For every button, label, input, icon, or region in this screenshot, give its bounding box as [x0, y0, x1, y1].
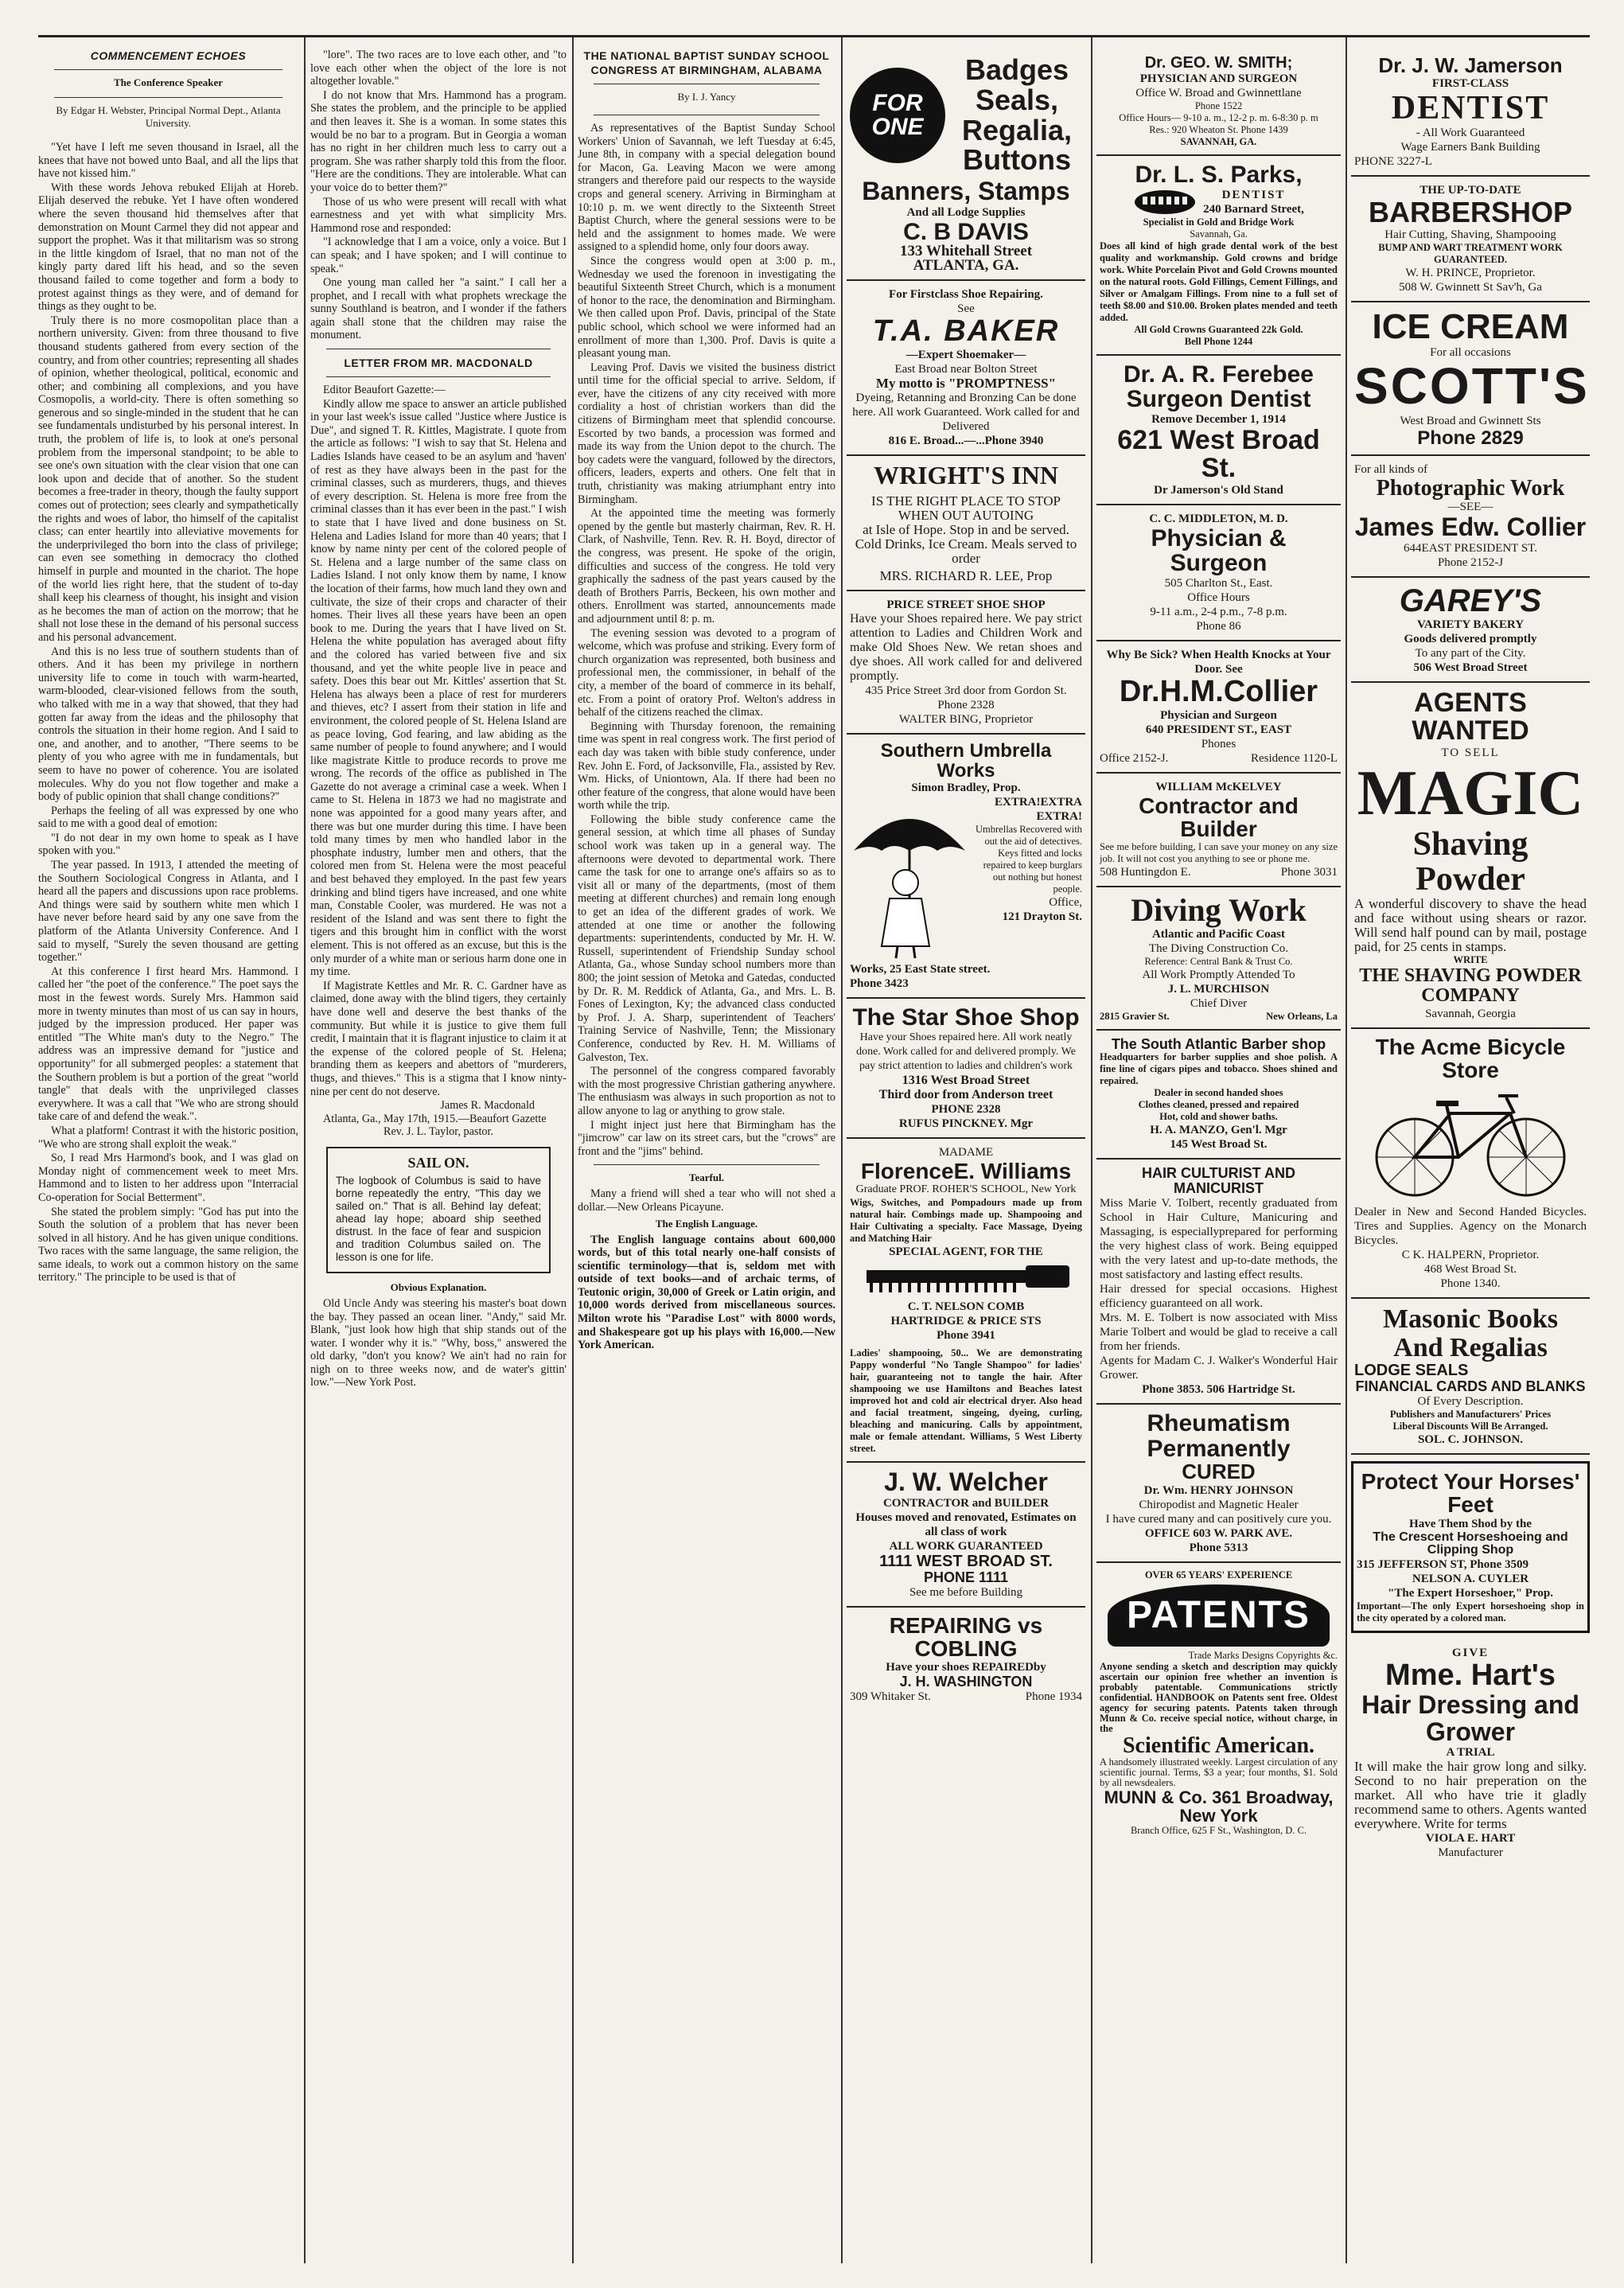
ad-bakery: GAREY'S VARIETY BAKERY Goods delivered promptly To any part of the City. 506 West Broad Street	[1351, 578, 1590, 683]
paragraph: The personnel of the congress compared favorably with the most progressive Christian gathering anywhere. The enthusiasm was always in such proportion as not to allow anyone to lag or anything to grow stale.	[578, 1065, 835, 1117]
english-text: The English language contains about 600,000 words, but of this total nearly one-half consists of scientific terminology—that is, seldom met with outside of text books—and of archaic terms, of Teutonic origin, 30,000 of Greek or Latin origin, and 10,000 words derived from miscellaneous sources. Milton wrote his "Paradise Lost" with 8000 words, and Shakespeare got up his plays with 16,000.—New York American.	[578, 1233, 835, 1352]
column-4-ads	[847, 49, 1085, 2261]
column-rule	[1091, 37, 1092, 2263]
paragraph: The year passed. In 1913, I attended the meeting of the Southern Sociological Congress in Atlanta, and I heard all the papers and discussions upon race problems. And things were said by southern white men which I have never before heard said by any one save from the platform of the Atlanta University Conference. And I said to myself, "Surely the seven thousand are getting together."	[38, 859, 298, 965]
joke-title: Obvious Explanation.	[390, 1280, 487, 1293]
paragraph: Beginning with Thursday forenoon, the remaining time was spent in real congress work. The first period of each day was taken with bible study conference, under Rev. John E. Ford, of Jacksonville, Fla., assisted by Rev. Wm. Hicks, of Uniontown, Ala. If there had been no other feature of the congress, that alone would have been worth while the trip.	[578, 719, 835, 813]
column-2	[310, 49, 567, 2261]
paragraph: If Magistrate Kettles and Mr. R. C. Gardner have as claimed, done away with the blind tigers, they certainly have done well and deserve the best thanks of the community. But while it is justice to give them full credit, I maintain that it is flagrant injustice to claim it at the expense of the colored people of St. Helena; branding them as keepers and abettors of "murderers, thugs, and thieves." This is a stigma that I know ninty-nine per cent do not deserve.	[310, 979, 567, 1098]
paragraph: She stated the problem simply: "God has put into the South the solution of a problem that has never been solved in all history. And he has given unique conditions. Two races with the same language, the same religion, the same ideals, to work out a common history on the same territory." The principle to be used is that of	[38, 1205, 298, 1284]
paragraph: "I acknowledge that I am a voice, only a voice. But I can speak; and I have spoken; and I will continue to speak."	[310, 236, 567, 275]
ad-washington: REPAIRING vs COBLING Have your shoes REPAIREDby J. H. WASHINGTON 309 Whitaker St. Phone 1934	[850, 1612, 1082, 1704]
ad-welcher: J. W. Welcher CONTRACTOR and BUILDER Houses moved and renovated, Estimates on all class of work ALL WORK GUARANTEED 1111 WEST BROAD ST. PHONE 1111 See me before Building	[847, 1463, 1085, 1607]
box-title: SAIL ON.	[407, 1154, 469, 1171]
article-body	[38, 141, 298, 1284]
paragraph: Those of us who were present will recall with what earnestness and yet with what simplicity Mrs. Hammond rose and responded:	[310, 195, 567, 235]
joke-text: Old Uncle Andy was steering his master's boat down the bay. They passed an ocean liner. "Andy," said Mr. Blank, "just look how high that ship stands out of the water. I wonder why it is." "Why, boss," answered the old darky, "don't you know? We ain't had no rain for nigh on to three weeks now, and de water's gittin' low."—New York Post.	[310, 1296, 567, 1390]
ad-hair-culturist: HAIR CULTURIST AND MANICURIST Miss Marie V. Tolbert, recently graduated from School in Hair Culture, Manicuring and Massaging, is especiallyprepared for performing the very highest class of work. Being equipped with the very latest and up-to-date methods, the most satisfactory and lasting effect results. Hair dressed for special occasions. Highest efficiency guaranteed on all work. Mrs. M. E. Tolbert is now associated with Miss Marie Tolbert and would be glad to receive a call from her friends. Agents for Madam C. J. Walker's Wonderful Hair Grower. Phone 3853. 506 Hartridge St.	[1096, 1160, 1341, 1405]
column-rule	[841, 37, 843, 2263]
article-title: COMMENCEMENT ECHOES	[90, 49, 247, 62]
paragraph: Editor Beaufort Gazette:—	[323, 384, 446, 397]
pastor-line: Rev. J. L. Taylor, pastor.	[384, 1125, 493, 1139]
paragraph: "I do not dear in my own home to speak as I have spoken with you."	[38, 831, 298, 858]
ad-acme-bicycle: The Acme Bicycle Store Dealer in New and Second Handed Bicycles. Tires and Supplies. Agency on the Monarch Bicycles. C K. HALPERN, Proprietor. 468 West Broad St. Phone 1340.	[1351, 1029, 1590, 1300]
ad-star-shoe: The Star Shoe Shop Have your Shoes repaired here. All work neatly done. Work called for and delivered promply. We pay strict attention to ladies and children's work 1316 West Broad Street Third door from Anderson treet PHONE 2328 RUFUS PINCKNEY. Mgr	[847, 999, 1085, 1139]
ad-badges: FOR ONE Badges Seals, Regalia, Buttons Banners, Stamps And all Lodge Supplies C. B DAVIS 133 Whitehall Street ATLANTA, GA.	[847, 49, 1085, 281]
ad-photographic: For all kinds of Photographic Work —SEE— James Edw. Collier 644EAST PRESIDENT ST. Phone 2152-J	[1351, 456, 1590, 578]
comb-icon	[859, 1259, 1073, 1296]
ad-dr-jamerson: Dr. J. W. Jamerson FIRST-CLASS DENTIST - All Work Guaranteed Wage Earners Bank Building PHONE 3227-L	[1351, 49, 1590, 177]
ad-masonic-books: Masonic Books And Regalias LODGE SEALS FINANCIAL CARDS AND BLANKS Of Every Description. Publishers and Manufacturers' Prices Liberal Discounts Will Be Arranged. SOL. C. JOHNSON.	[1351, 1299, 1590, 1454]
ad-price-street-shoe: PRICE STREET SHOE SHOP Have your Shoes repaired here. We pay strict attention to Ladies and Children Work and make Old Shoes New. We retan shoes and dye shoes. All work called for and delivered promptly. 435 Price Street 3rd door from Gordon St. Phone 2328 WALTER BING, Proprietor	[847, 591, 1085, 735]
ad-mme-hart: GIVE Mme. Hart's Hair Dressing and Grower A TRIAL It will make the hair grow long and silky. Second to no hair preperation on the market. All who have trie it gladly recommend same to others. Agents wanted everywhere. Write for terms VIOLA E. HART Manufacturer	[1354, 1647, 1587, 1860]
ad-dr-smith: Dr. GEO. W. SMITH; PHYSICIAN AND SURGEON Office W. Broad and Gwinnettlane Phone 1522 Office Hours— 9-10 a. m., 12-2 p. m. 6-8:30 p. m Res.: 920 Wheaton St. Phone 1439 SAVANNAH, GA.	[1096, 49, 1341, 156]
for-one-emblem: FOR ONE	[850, 68, 945, 163]
dentures-icon	[1133, 189, 1197, 216]
paragraph: And this is no less true of southern students than of others. And it has been my privilege in northern university life to come in touch with warm-hearted, warm-blooded, clear-visioned fellows from the south, who talked with me in a way that showed, that they had gotten far away from the ideas and the philosophy that controls the situation in their home region. And I said to one, and another, and to another, "There seems to be plenty of you who agree with me in fundamentals, but seem to have no power of coherence. You are isolated molecules. Why do you not flow together and make a body of public opinion that shall change conditions?"	[38, 645, 298, 804]
paragraph: So, I read Mrs Harmond's book, and I was glad on Monday night of commencement week to meet Mrs. Hammond and to listen to her address upon "Interracial Co-operation for Social Betterment".	[38, 1152, 298, 1204]
column-rule	[572, 37, 574, 2263]
ad-horseshoeing: Protect Your Horses' Feet Have Them Shod by the The Crescent Horseshoeing and Clipping Shop 315 JEFFERSON ST, Phone 3509 NELSON A. CUYLER "The Expert Horseshoer," Prop. Important—The only Expert horseshoeing shop in the city operated by a colored man.	[1351, 1461, 1590, 1633]
column-rule	[304, 37, 306, 2263]
paragraph: Truly there is no more cosmopolitan place than a northern university. Given: from three thousand to five thousand students gathered from every section of the country, and from other countries; representing all shades of opinion, whether theological, political, economic and other; and combining all complexions, and you have Cosmopolis, a world-city. There is often something so generous and so single-minded in the student that he can see fundamentals undisturbed by his personal interest. In truth, the problem of life is, to look at one's personal problem from the impersonal standpoint; to be able to see one's own situation with the clear vision that one can look upon and decide that of another. So the student becomes a free-trader in theory, though the faulty support comes out of protection; sees clearly and sympathetically the rights and woes of labor, tho himself of the capitalist class; can enter heartily into alleviative movements for the underprivileged tho born into the class of privilege; can even see something in democracy tho clothed himself in purple and mounted in the chariot. The hope of the world lies right here, that the student of to-day shall keep his clearness of thought, his insight and vision as he becomes the man of action on the morrow; that he shall not lose these in the demand of his personal success and his personal advancement.	[38, 314, 298, 644]
letter-signature: James R. Macdonald	[440, 1099, 535, 1113]
ad-dr-middleton: C. C. MIDDLETON, M. D. Physician & Surgeon 505 Charlton St., East. Office Hours 9-11 a.m., 2-4 p.m., 7-8 p.m. Phone 86	[1096, 505, 1341, 641]
ad-baker: For Firstclass Shoe Repairing. See T.A. BAKER —Expert Shoemaker— East Broad near Bolton Street My motto is "PROMPTNESS" Dyeing, Retanning and Bronzing Can be done here. All work Guaranteed. Work called for and Delivered 816 E. Broad...—...Phone 3940	[847, 281, 1085, 456]
article-byline: By Edgar H. Webster, Principal Normal Dept., Atlanta University.	[56, 104, 281, 129]
sail-on-box	[326, 1147, 551, 1273]
ad-patents: OVER 65 YEARS' EXPERIENCE PATENTS Trade Marks Designs Copyrights &c. Anyone sending a sketch and description may quickly ascertain our opinion free whether an invention is probably patentable. Communications strictly confidential. HANDBOOK on Patents sent free. Oldest agency for securing patents. Patents taken through Munn & Co. receive special notice, without charge, in the Scientific American. A handsomely illustrated weekly. Largest circulation of any scientific journal. Terms, $3 a year; four months, $1. Sold by all newsdealers. MUNN & Co. 361 Broadway, New York Branch Office, 625 F St., Washington, D. C.	[1100, 1569, 1338, 1837]
english-title: The English Language.	[655, 1217, 758, 1230]
ad-diving-work: Diving Work Atlantic and Pacific Coast The Diving Construction Co. Reference: Central Bank & Trust Co. All Work Promptly Attended To J. L. MURCHISON Chief Diver 2815 Gravier St. New Orleans, La	[1096, 887, 1341, 1031]
article-byline: By I. J. Yancy	[677, 91, 736, 103]
newspaper-page	[38, 35, 1590, 2263]
paragraph: One young man called her "a saint." I call her a prophet, and I recall with what prophets wreckage the sunny Southland is beatron, and I wonder if the fathers again shall stone that the children may raise the monument.	[310, 276, 567, 342]
box-text: The logbook of Columbus is said to have borne repeatedly the entry, "This day we sailed on." That is all. Behind lay defeat; ahead lay hope; aboard ship seethed distrust. In the face of fear and suspicion and tradition Columbus sailed on. The lesson is one for life.	[336, 1174, 541, 1263]
ad-dr-parks: Dr. L. S. Parks, DENTIST 240 Barnard Street, Specialist in Gold and Bridge Work Savannah, Ga. Does all kind of high grade dental work of the best quality and workmanship. Gold crowns and bridge work. White Porcelain Pivot and Gold Crowns mounted on the natural roots. Gold Fillings, Cement Fillings, and Silver or Amalgam Fillings. From nine to a full set of teeth $8.00 and $10.00. Broken plates mended and teeth added. All Gold Crowns Guaranteed 22k Gold. Bell Phone 1244	[1096, 156, 1341, 356]
ad-ice-cream: ICE CREAM For all occasions SCOTT'S West Broad and Gwinnett Sts Phone 2829	[1351, 302, 1590, 456]
letter-title: LETTER FROM MR. MACDONALD	[344, 357, 533, 370]
ad-rheumatism: Rheumatism Permanently CURED Dr. Wm. HENRY JOHNSON Chiropodist and Magnetic Healer I have cured many and can positively cure you. OFFICE 603 W. PARK AVE. Phone 5313	[1096, 1405, 1341, 1562]
paragraph: Since the congress would open at 3:00 p. m., Wednesday we used the forenoon in investigating the beautiful Sixteenth Street Church, which is a monument of honor to the race, the denomination and Birmingham. We then called upon Prof. Davis, principal of the State public school, which school we were informed had an enrollment of more than 1,300. Prof. Davis is quite a pleasant young man.	[578, 254, 835, 361]
ad-wrights-inn: WRIGHT'S INN IS THE RIGHT PLACE TO STOP WHEN OUT AUTOING at Isle of Hope. Stop in and be served. Cold Drinks, Ice Cream. Meals served to order MRS. RICHARD R. LEE, Prop	[847, 456, 1085, 591]
paragraph: At this conference I first heard Mrs. Hammond. I called her "the poet of the conference." The poet says the most in the fewest words. Surely Mrs. Hammon said more in twenty minutes than most of us can say in hours, judged by the impression produced. Her paper was entitled "The White man's duty to the Negro." The address was an impressive demand for "justice and opportunity" for all submerged peoples: a statement that the Southern problem is but a portion of the great "world tangle" that deals with the unprivileged classes everywhere. It was a call that "We who are strong should take care of and defend the weak.".	[38, 965, 298, 1124]
column-rule	[1346, 37, 1347, 2263]
ad-williams: MADAME FlorenceE. Williams Graduate PROF. ROHER'S SCHOOL, New York Wigs, Switches, and Pompadours made up from natural hair. Combings made up. Shampooing and Hair Cultivating a specialty. Face Massage, Dyeing and Matching Hair SPECIAL AGENT, FOR THE C. T. NELSON COMB HARTRIDGE & PRICE STS Phone 3941 Ladies' shampooing, 50... We are demonstrating Pappy wonderful "No Tangle Shampoo" for ladies' hair, guaranteeing not to tangle the hair. After shampooing we use Hamiltons and Beaches latest improved hot and cold air electrical dryer. Also head and facial treatment, singeing, dyeing, curling, bleaching and manicuring. Calls by appointment, male or female attendant. Williams, 5 West Liberty street.	[847, 1139, 1085, 1463]
column-6-ads	[1351, 49, 1590, 2261]
article-continuation	[310, 49, 567, 342]
letter-body	[310, 384, 567, 1098]
letter-dateline: Atlanta, Ga., May 17th, 1915.—Beaufort Gazette	[323, 1112, 547, 1125]
paragraph: At the appointed time the meeting was formerly opened by the gentle but masterly chairman, Rev. R. H. Clark, of Nashville, Tenn. Rev. R. H. Boyd, director of the congress, was present. He spoke of the origin, difficulties and success of the congress. He told very graphically the sadness of the past years caused by the death of Brothers Parris, Beckeen, his own mother and others. Enrollment was started, announcements made and adjournment until 8: p. m.	[578, 507, 835, 626]
ad-dr-collier: Why Be Sick? When Health Knocks at Your Door. See Dr.H.M.Collier Physician and Surgeon 640 PRESIDENT ST., EAST Phones Office 2152-J. Residence 1120-L	[1096, 641, 1341, 774]
ad-barber-shop: The South Atlantic Barber shop Headquarters for barber supplies and shoe polish. A fine line of cigars pipes and tobacco. Shoes shined and repaired. Dealer in second handed shoes Clothes cleaned, pressed and repaired Hot, cold and shower baths. H. A. MANZO, Gen'l. Mgr 145 West Broad St.	[1096, 1031, 1341, 1160]
ad-umbrella: Southern Umbrella Works Simon Bradley, Prop. EXTRA!EXTRA EXTRA! Umbrellas Recovered with out the aid of detectives. Keys fitted and locks repaired to keep burglars out nothing but honest people. Office, 121 Drayton St. Works, 25 East State street. Phone 3423	[847, 735, 1085, 999]
paragraph: Following the bible study conference came the general session, at which time all phases of Sunday school work was taken up in a general way. The afternoons were devoted to departmental work. There came the task for one to arrange one's affairs so as to visit all or many of the departments, (most of them meeting at different churches) and remain long enough to get an idea of the different grades of work. We attended at one time or another the following departments: superintendents, conducted by Mr. H. W. Russell, superintendent of Friendship Sunday school Atlanta, Ga., whose Sunday school numbers more than 800; the joint session of Metoka and Gatedas, conducted by Dr. R. M. Reddick of Atlanta, Ga., and Mrs. L. B. Fones of Lexington, Ky; the advanced class conducted by Prof. J. A. Sharp, superintendent of Teachers' Training Service of Nashville, Tenn; the Missionary Conference, conducted by Rev. H. M. Williams of Galveston, Tex.	[578, 813, 835, 1064]
tearful-text: Many a friend will shed a tear who will not shed a dollar.—New Orleans Picayune.	[578, 1187, 835, 1214]
paragraph: "Yet have I left me seven thousand in Israel, all the knees that have not bowed unto Baal, and all the lips that have not kissed him."	[38, 141, 298, 181]
paragraph: Perhaps the feeling of all was expressed by one who said to me with a good deal of emotion:	[38, 804, 298, 831]
paragraph: Leaving Prof. Davis we visited the business district until time for the official special to arrive. Seldom, if ever, have the citizens of any city received with more cordiality a host of christian workers than did the citizens of Birmingham meet that splendid concourse. Escorted by two bands, a procession was formed and made its way from the Union depot to the church. The boy cadets were the vanguard, followed by the directors, officers, leaders, experts and others. One felt that in truth, christianity was making atriumphant entry into Birmingham.	[578, 361, 835, 506]
ad-mckelvey: WILLIAM McKELVEY Contractor and Builder See me before building, I can save your money on any size job. It will not cost you anything to see or phone me. 508 Huntingdon E. Phone 3031	[1096, 774, 1341, 887]
paragraph: What a platform! Contrast it with the historic position, "We who are strong shall exploit the weak."	[38, 1124, 298, 1151]
bicycle-icon	[1371, 1082, 1570, 1201]
ad-magic-powder: AGENTS WANTED TO SELL MAGIC Shaving Powder A wonderful discovery to shave the head and face without using shears or razor. Will send half pound can by mail, postage paid, for 25 cents in stamps. WRITE THE SHAVING POWDER COMPANY Savannah, Georgia	[1351, 683, 1590, 1029]
column-3	[578, 49, 835, 2261]
column-5-ads	[1096, 49, 1341, 2261]
paragraph: As representatives of the Baptist Sunday School Workers' Union of Savannah, we left Tuesday at 6:45, June 8th, in company with a special delegation bound for Macon, Ga. Leaving Macon we were among strangers and therefore paid our respects to the wayside crops and general scenery. Arriving in Birmingham at 10:10 p. m. we went directly to the Sixteenth Street Baptist Church, where the general sessions were to be held and the assignment to homes made. We were assigned to a splendid home, only four doors away.	[578, 122, 835, 254]
article-title: THE NATIONAL BAPTIST SUNDAY SCHOOL CONGRESS AT BIRMINGHAM, ALABAMA	[583, 49, 830, 76]
paragraph: I might inject just here that Birmingham has the "jimcrow" car law on its street cars, but the "crows" are front and the "jims" behind.	[578, 1118, 835, 1158]
paragraph: The evening session was devoted to a program of welcome, which was profuse and striking. Every form of church organization was represented, both business and professional men, the commissioner, in behalf of the city, a member of the board of commerce in its behalf, etc. From a point of oratory Prof. Welton's address in behalf of the citizens reached the climax.	[578, 626, 835, 719]
article-subtitle: The Conference Speaker	[114, 76, 223, 88]
ad-barbershop: THE UP-TO-DATE BARBERSHOP Hair Cutting, Shaving, Shampooing BUMP AND WART TREATMENT WORK GUARANTEED. W. H. PRINCE, Proprietor. 508 W. Gwinnett St Sav'h, Ga	[1351, 177, 1590, 302]
paragraph: "lore". The two races are to love each other, and "to love each other when the object of the lore is not altogether lovable."	[310, 49, 567, 88]
ad-dr-ferebee: Dr. A. R. Ferebee Surgeon Dentist Remove December 1, 1914 621 West Broad St. Dr Jamerson's Old Stand	[1096, 356, 1341, 505]
patents-banner: PATENTS	[1108, 1584, 1330, 1647]
paragraph: I do not know that Mrs. Hammond has a program. She states the problem, and the principle to be applied and then leaves it. She is a woman. In some states this would be no bar to a program. But in Georgia a woman has no right in her children much less to carry out a program. She was rather sharply told this from the floor. "Here are the conditions. They are intolerable. What can your voice do to better them?"	[310, 88, 567, 194]
paragraph: With these words Jehova rebuked Elijah at Horeb. Elijah deserved the rebuke. Yet I have often wondered where the seven thousand hid themselves after that demonstration on Mount Carmel they did not appear and support the prophet. Was it that militarism was so strong in the little kingdom of Israel, that no man not of the kingly party dared lift his head, and so the seven thousand failed to come together and form a body to protest against things as they were, and of demand for things as they ought to be.	[38, 181, 298, 314]
umbrella-girl-icon	[850, 795, 969, 962]
paragraph: Kindly allow me space to answer an article published in your last week's issue called "Justice where Justice is Due", and signed T. R. Kittles, Magistrate. I quote from the article as follows: "I wish to say that St. Helena and Ladies Islands have ceased to be an asylum and 'haven' of rest as they have always been in the past for the criminal classes, such as murderers, thugs, and thieves of every description. St. Helena is more free from the criminal classes than it has ever been in the past." I wish to state that I have lived and done business on St. Helena and Ladies Island for more than 40 years; that I know by name ninty per cent of the colored people of St. Helena and a large number of the same class on Ladies Island. I not only know them by name, I know the location of their farms, how much land they own and cultivate, the size of their crops and character of their homes. Their lives all these years have been an open book to me. During the years that I have lived on St. Helena the white population has averaged about fifty and the colored has varied between five and six thousand, and yet the white people live in peace and safety. Does this bear out Mr. Kittles' assertion that St. Helena has always been a place of rest for murderers and thieves, etc? I assert from their station in life and environment, the colored people of St. Helena Island are as peace loving, God fearing, and law abiding as the same number of people to found anywhere; and I would like magistrate Kittle to produce records to prove me wrong. The records of the office as published in The Gazette do not average a criminal case a week. When I came to St. Helena in 1873 we had no magistrate and none was appointed for a good many years after, and there was but one murder during this time. I have been told many times by men who handled labor in the phosphate industry, lumber men and others, that the colored men from St. Helena were the most peaceful and best behaved they employed. In the past few years drinking and blind tigers have increased, and one white man, Constable Cooler, was murdered. He was not a resident of the Island and was sent there to fight the tigers and this brought him in conflict with the worst element. This is not offered as an excuse, but this is the only murder of a white man or serious harm done one in my time.	[310, 397, 567, 979]
column-1	[38, 49, 298, 2261]
tearful-title: Tearful.	[689, 1171, 724, 1184]
article-body	[578, 122, 835, 1158]
